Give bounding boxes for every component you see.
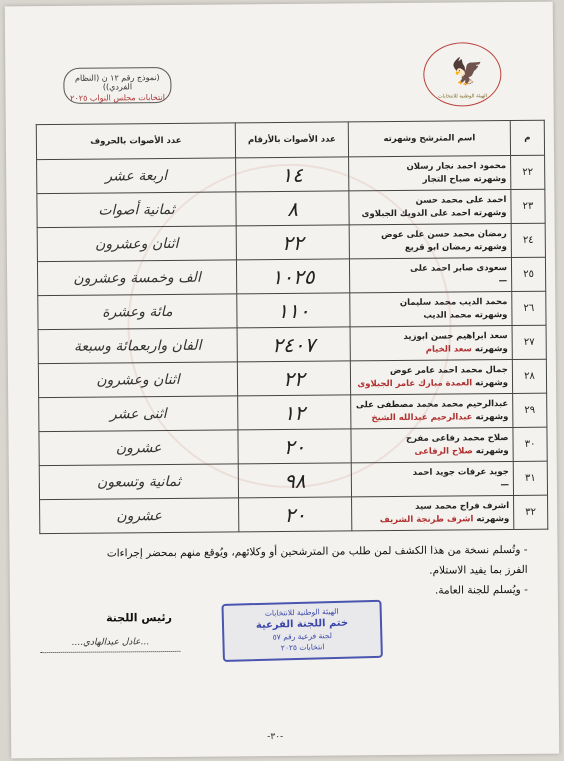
nickname-prefix: وشهرته — [475, 445, 509, 456]
nickname-value: — — [498, 275, 508, 286]
votes-digits: ١٤ — [236, 157, 349, 192]
form-label-box — [63, 67, 171, 104]
votes-digits: ١١٠ — [237, 293, 350, 328]
candidate-nickname — [352, 445, 509, 459]
candidate-cell — [349, 257, 511, 292]
candidate-name: سعد ابراهيم حسن ابوزيد — [403, 330, 508, 342]
votes-words: اربعة عشر — [37, 158, 236, 194]
row-number: ٣٠ — [513, 427, 547, 461]
col-header-number: م — [510, 120, 544, 155]
candidate-nickname — [351, 343, 508, 357]
document-page — [5, 2, 560, 759]
candidate-nickname — [351, 411, 508, 425]
candidate-name: اشرف فراج محمد سيد — [415, 500, 510, 512]
chair-signature: ....عادل عبدالهادي... — [40, 637, 180, 653]
nickname-prefix: وشهرته — [473, 207, 507, 218]
votes-digits: ٢٢ — [237, 361, 350, 396]
votes-words: الف وخمسة وعشرون — [37, 260, 236, 296]
table-row — [37, 257, 545, 295]
stamp-line: الهيئة الوطنية للانتخابات — [264, 606, 339, 618]
candidate-cell — [351, 427, 513, 462]
nickname-prefix: وشهرته — [473, 241, 507, 252]
row-number: ٢٩ — [513, 393, 547, 427]
table-row — [38, 325, 546, 363]
candidate-nickname — [349, 173, 506, 187]
row-number: ٢٧ — [512, 325, 546, 359]
nickname-value: — — [500, 479, 509, 490]
votes-words: ثمانية أصوات — [37, 192, 236, 228]
logo-caption: الهيئة الوطنية للانتخابات — [437, 93, 488, 100]
votes-words: اثنان وعشرون — [38, 362, 237, 398]
candidate-nickname — [351, 377, 508, 391]
votes-digits: ٢٠ — [238, 429, 351, 464]
candidate-cell — [350, 291, 512, 326]
votes-digits: ٢٢ — [236, 225, 349, 260]
row-number: ٢٤ — [511, 223, 545, 257]
note-line: الفرز بما يفيد الاستلام. — [429, 563, 528, 577]
note-line: - وتُسلم نسخة من هذا الكشف لمن طلب من المترشحين أو وكلائهم، ويُوقع منهم بمحضر إجراءات — [106, 543, 528, 560]
candidate-name: صلاح محمد رفاعى مفرح — [405, 432, 509, 444]
votes-digits: ١٠٢٥ — [236, 259, 349, 294]
candidate-cell — [349, 223, 511, 258]
committee-stamp — [221, 600, 382, 662]
stamp-line: ختم اللجنة الفرعية — [255, 617, 349, 632]
candidate-nickname — [350, 207, 507, 221]
stamp-line: انتخابات ٢٠٢٥ — [280, 642, 325, 653]
stamp-line: لجنة فرعية رقم ٥٧ — [272, 631, 333, 642]
table-header-row — [36, 120, 544, 159]
table-row — [39, 427, 547, 465]
votes-words: الفان واربعمائة وسبعة — [38, 328, 237, 364]
row-number: ٢٦ — [512, 291, 546, 325]
nickname-prefix: وشهرته — [474, 309, 508, 320]
table-row — [38, 359, 546, 397]
nickname-prefix: وشهرته — [473, 173, 507, 184]
table-row — [40, 495, 548, 533]
candidate-nickname — [352, 513, 509, 527]
votes-words: ثمانية وتسعون — [39, 464, 238, 500]
page-number: -٣٠- — [267, 732, 284, 743]
eagle-icon: 🦅 — [451, 57, 484, 88]
candidate-nickname — [350, 275, 507, 289]
note-line: - ويُسلم للجنة العامة. — [434, 583, 528, 597]
nickname-value: اشرف طرنجة الشريف — [379, 513, 474, 525]
table-row — [37, 223, 545, 261]
table-row — [38, 291, 546, 329]
table-row — [37, 189, 545, 227]
row-number: ٢٣ — [511, 189, 545, 223]
row-number: ٢٨ — [512, 359, 546, 393]
candidate-nickname — [352, 479, 509, 493]
row-number: ٢٥ — [511, 257, 545, 291]
candidate-name: عبدالرحيم محمد محمد مصطفى على — [355, 398, 509, 410]
candidate-cell — [352, 495, 514, 530]
candidate-name: جمال محمد احمد عامر عوض — [389, 364, 508, 376]
col-header-candidate: اسم المترشح وشهرته — [348, 120, 510, 156]
candidate-cell — [349, 189, 511, 224]
results-table — [36, 120, 549, 534]
votes-words: اثنان وعشرون — [37, 226, 236, 262]
nec-logo — [423, 42, 502, 107]
votes-digits: ٢٠ — [239, 497, 352, 532]
candidate-cell — [350, 359, 512, 394]
candidate-nickname — [350, 309, 507, 323]
notes — [27, 540, 528, 604]
votes-digits: ٨ — [236, 191, 349, 226]
table-row — [39, 461, 547, 499]
candidate-name: محمود احمد نجار رسلان — [406, 160, 507, 172]
col-header-votes-words: عدد الأصوات بالحروف — [36, 123, 235, 160]
nickname-prefix: وشهرته — [476, 513, 510, 524]
candidate-name: جويد عرفات جويد احمد — [412, 466, 509, 478]
nickname-value: احمد على الدويك الجبلاوى — [361, 207, 471, 219]
nickname-value: عبدالرحيم عبدالله الشيخ — [371, 411, 473, 423]
candidate-cell — [350, 325, 512, 360]
votes-digits: ٩٨ — [238, 463, 351, 498]
nickname-value: العمدة مبارك عامر الجبلاوى — [357, 377, 473, 389]
votes-words: اثنى عشر — [39, 396, 238, 432]
candidate-cell — [351, 393, 513, 428]
nickname-value: رمضان ابو قريع — [404, 241, 472, 253]
chair-label: رئيس اللجنة — [106, 610, 172, 625]
table-row — [37, 155, 545, 193]
nickname-value: سعد الخيام — [425, 343, 472, 355]
candidate-nickname — [350, 241, 507, 255]
nickname-prefix: وشهرته — [474, 343, 508, 354]
candidate-cell — [351, 461, 513, 496]
nickname-value: صلاح الرفاعى — [414, 445, 473, 457]
nickname-prefix: وشهرته — [475, 411, 509, 422]
election-title: انتخابات مجلس النواب ٢٠٢٥ — [70, 93, 165, 103]
votes-digits: ٢٤٠٧ — [237, 327, 350, 362]
candidate-name: محمد الديب محمد سليمان — [399, 296, 508, 308]
candidate-name: رمضان محمد حسن على عوض — [381, 228, 507, 240]
col-header-votes-digits: عدد الأصوات بالأرقام — [235, 122, 348, 158]
nickname-value: صباح التجار — [422, 173, 471, 185]
votes-digits: ١٢ — [238, 395, 351, 430]
table-row — [39, 393, 547, 431]
row-number: ٣٢ — [514, 495, 548, 529]
votes-words: عشرون — [39, 430, 238, 466]
votes-words: عشرون — [40, 498, 239, 534]
nickname-prefix: وشهرته — [475, 377, 509, 388]
candidate-name: احمد على محمد حسن — [415, 194, 507, 206]
row-number: ٣١ — [513, 461, 547, 495]
form-number: (نموذج رقم ١٢ ن (النظام الفردي)) — [74, 73, 160, 92]
row-number: ٢٢ — [511, 155, 545, 189]
votes-words: مائة وعشرة — [38, 294, 237, 330]
nickname-value: محمد الديب — [423, 309, 472, 321]
candidate-name: سعودى صابر احمد على — [410, 262, 508, 274]
candidate-cell — [349, 155, 511, 190]
